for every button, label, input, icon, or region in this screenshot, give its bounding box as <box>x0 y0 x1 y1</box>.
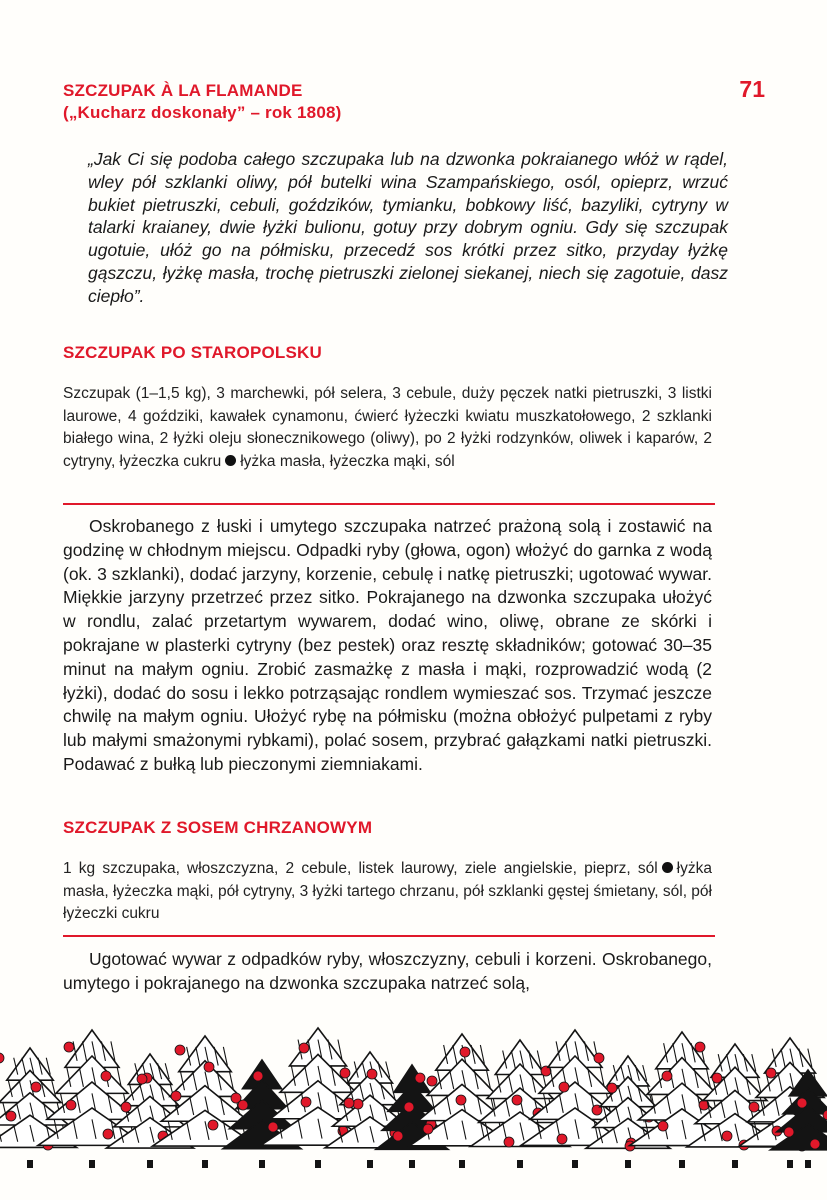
ornament <box>695 1042 705 1052</box>
recipe-method: Oskrobanego z łuski i umytego szczupaka natrzeć prażoną solą i zostawić na godzinę w chłodnym miejscu. Odpadki ryby (głowa, ogon) włożyć do garnka z wodą (ok. 3 szklanki), dodać jarzyny, korzenie, cebulę i natkę pietruszki; ugotować wywar. Miękkie jarzyny przetrzeć przez sitko. Pokrajanego na dzwonka szczupaka ułożyć w rondlu, zalać przetartym wywarem, dodać wino, oliwę, obrane ze skórki i pokrajane w plasterki cytryny (bez pestek) oraz resztę składników; gotować 30–35 minut na małym ogniu. Zrobić zasmażkę z masła i mąki, rozprowadzić wodą (2 łyżki), dodać do sosu i lekko potrząsając rondlem wymieszać sos. Trzymać jeszcze chwilę na małym ogniu. Ułożyć rybę na półmisku (można obłożyć pulpetami z ryby lub małymi smażonymi rybkami), polać sosem, przybrać gałązkami natki pietruszki. Podawać z bułką lub pieczonymi ziemniakami. <box>63 516 712 774</box>
divider <box>63 935 715 937</box>
ingredients-part-2: łyżka masła, łyżeczka mąki, pół cytryny, 3 łyżki tartego chrzanu, pół szklanki gęstej śmietany, sól, pół łyżeczki cukru <box>63 860 712 922</box>
ornament <box>712 1073 722 1083</box>
ingredients-part-1: Szczupak (1–1,5 kg), 3 marchewki, pół selera, 3 cebule, duży pęczek natki pietruszki, 3 listki laurowe, 4 goździki, kawałek cynamonu, ćwierć łyżeczki kwiatu muszkatołowego, 2 szklanki białego wina, 2 łyżki oleju słonecznikowego (oliwy), po 2 łyżki rodzynków, oliwek i kaparów, 2 cytryny, łyżeczka cukru <box>63 385 712 470</box>
ornament <box>810 1139 820 1149</box>
ingredients-list <box>63 858 712 926</box>
ornament <box>594 1053 604 1063</box>
ornament <box>121 1102 131 1112</box>
ornament <box>797 1098 807 1108</box>
ornament <box>64 1042 74 1052</box>
ingredients-list <box>63 383 712 473</box>
ornament <box>423 1124 433 1134</box>
ornament <box>460 1047 470 1057</box>
ornament <box>512 1095 522 1105</box>
ornament <box>175 1045 185 1055</box>
recipe-subtitle: („Kucharz doskonały” – rok 1808) <box>63 103 342 122</box>
ornament <box>607 1083 617 1093</box>
ornament <box>353 1099 363 1109</box>
ornament <box>268 1122 278 1132</box>
ornament <box>504 1137 514 1147</box>
ornament <box>344 1098 354 1108</box>
ornament <box>722 1131 732 1141</box>
ornament <box>658 1121 668 1131</box>
ornament <box>559 1082 569 1092</box>
ornament <box>171 1091 181 1101</box>
ingredients-part-1: 1 kg szczupaka, włoszczyzna, 2 cebule, listek laurowy, ziele angielskie, pieprz, sól <box>63 860 658 877</box>
ornament <box>415 1073 425 1083</box>
ornament <box>557 1134 567 1144</box>
christmas-tree-border-illustration <box>0 1010 827 1200</box>
ornament <box>340 1068 350 1078</box>
ornament <box>299 1043 309 1053</box>
ornament <box>101 1071 111 1081</box>
historical-quote: „Jak Ci się podoba całego szczupaka lub na dzwonka pokraianego włóż w rądel, wley pół szklanki oliwy, pół butelki wina Szampańskiego, osól, opieprz, wrzuć bukiet pietruszki, cebuli, goździków, tymianku, bobkowy liść, bazyliki, cytryny w talarki kraianey, dwie łyżki bulionu, gotuy przy dobrym ogniu. Gdy się szczupak ugotuie, ułóż go na półmisku, przecedź sos krótki przez sitko, przyday łyżkę gąszczu, łyżkę masła, trochę pietruszki zielonej siekanej, niech się zagotuie, dasz ciepło”. <box>88 149 728 306</box>
ornament <box>238 1100 248 1110</box>
ingredients-part-2: łyżka masła, łyżeczka mąki, sól <box>240 452 455 470</box>
recipe-title: SZCZUPAK À LA FLAMANDE <box>63 81 303 100</box>
ornament <box>393 1131 403 1141</box>
bullet-icon <box>662 862 673 873</box>
ground <box>0 1168 827 1200</box>
divider <box>63 503 715 505</box>
ornament <box>404 1102 414 1112</box>
recipe-title-chrzanowym: SZCZUPAK Z SOSEM CHRZANOWYM <box>63 818 373 837</box>
ornament <box>367 1069 377 1079</box>
ornament <box>427 1076 437 1086</box>
ornament <box>66 1100 76 1110</box>
ornament <box>31 1082 41 1092</box>
ornament <box>662 1071 672 1081</box>
ornament <box>301 1097 311 1107</box>
ornament <box>253 1071 263 1081</box>
ornament <box>0 1053 4 1063</box>
ornament <box>749 1102 759 1112</box>
bullet-icon <box>225 455 236 466</box>
ornament <box>6 1111 16 1121</box>
ornament <box>456 1095 466 1105</box>
ornament <box>137 1074 147 1084</box>
ornament <box>208 1120 218 1130</box>
ornament <box>784 1127 794 1137</box>
recipe-title-staropolsku: SZCZUPAK PO STAROPOLSKU <box>63 343 322 362</box>
ornament <box>766 1068 776 1078</box>
recipe-method: Ugotować wywar z odpadków ryby, włoszczyzny, cebuli i korzeni. Oskrobanego, umytego i pokrajanego na dzwonka szczupaka natrzeć solą, <box>63 949 712 993</box>
recipe-heading-flamande <box>63 80 342 124</box>
ornament <box>204 1062 214 1072</box>
page-number: 71 <box>739 76 765 102</box>
ornament <box>103 1129 113 1139</box>
